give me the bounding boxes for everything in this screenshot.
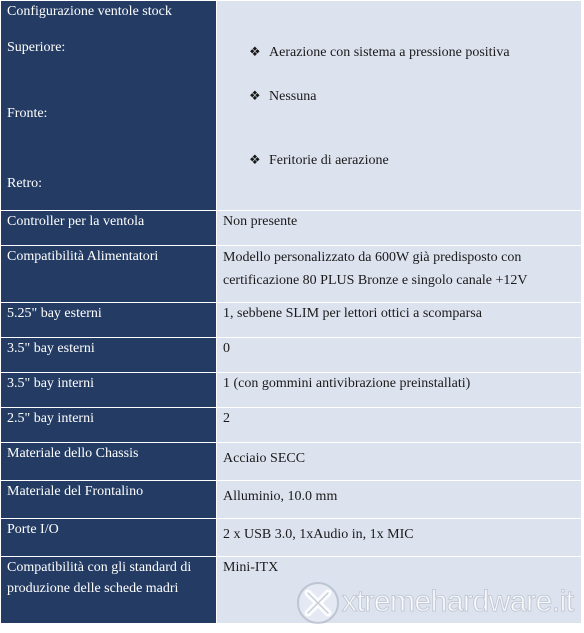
row-value: Modello personalizzato da 600W già predisposto con certificazione 80 PLUS Bronze e singolo canale +12V — [217, 246, 582, 303]
diamond-bullet-icon: ❖ — [249, 44, 261, 59]
fan-value-rear: Feritorie di aerazione — [269, 153, 389, 168]
row-value: 1 (con gommini antivibrazione preinstallati) — [217, 373, 582, 408]
fan-config-list — [223, 1, 575, 199]
diamond-bullet-icon: ❖ — [249, 152, 261, 167]
fan-value-top: Aerazione con sistema a pressione positiva — [269, 45, 510, 60]
table-row-fans — [1, 1, 582, 211]
diamond-bullet-icon: ❖ — [249, 88, 261, 103]
fan-position-rear: Retro: — [7, 176, 42, 191]
table-row — [1, 557, 582, 624]
watermark-text: xtremehardware.it — [342, 585, 574, 618]
row-label: 3.5" bay interni — [1, 373, 217, 408]
table-row — [1, 408, 582, 443]
table-row — [1, 303, 582, 338]
table-row — [1, 481, 582, 519]
table-row — [1, 373, 582, 408]
row-value: 1, sebbene SLIM per lettori ottici a scomparsa — [217, 303, 582, 338]
row-label: 3.5" bay esterni — [1, 338, 217, 373]
table-row — [1, 246, 582, 303]
table-row — [1, 211, 582, 246]
fan-value-front: Nessuna — [269, 89, 317, 104]
row-value: Non presente — [217, 211, 582, 246]
list-item — [249, 1, 575, 71]
row-label: Compatibilità con gli standard di produzione delle schede madri — [1, 557, 217, 624]
fan-position-front: Fronte: — [7, 106, 48, 121]
row-value: 2 x USB 3.0, 1xAudio in, 1x MIC — [217, 519, 582, 557]
table-row — [1, 519, 582, 557]
fan-config-header: Configurazione ventole stock — [7, 4, 172, 19]
row-value: 0 — [217, 338, 582, 373]
table-row — [1, 443, 582, 481]
row-label: 2.5" bay interni — [1, 408, 217, 443]
table-row — [1, 338, 582, 373]
row-value: 2 — [217, 408, 582, 443]
row-label: Materiale dello Chassis — [1, 443, 217, 481]
fan-position-top: Superiore: — [7, 40, 66, 55]
list-item — [249, 71, 575, 135]
fan-config-value-cell — [217, 1, 582, 211]
row-value: Acciaio SECC — [217, 443, 582, 481]
row-label: Materiale del Frontalino — [1, 481, 217, 519]
fan-config-label-cell — [1, 1, 217, 211]
row-label: Compatibilità Alimentatori — [1, 246, 217, 303]
row-label: Porte I/O — [1, 519, 217, 557]
row-value: Mini-ITX — [217, 557, 582, 624]
row-label: Controller per la ventola — [1, 211, 217, 246]
row-value: Alluminio, 10.0 mm — [217, 481, 582, 519]
list-item — [249, 135, 575, 199]
row-label: 5.25" bay esterni — [1, 303, 217, 338]
